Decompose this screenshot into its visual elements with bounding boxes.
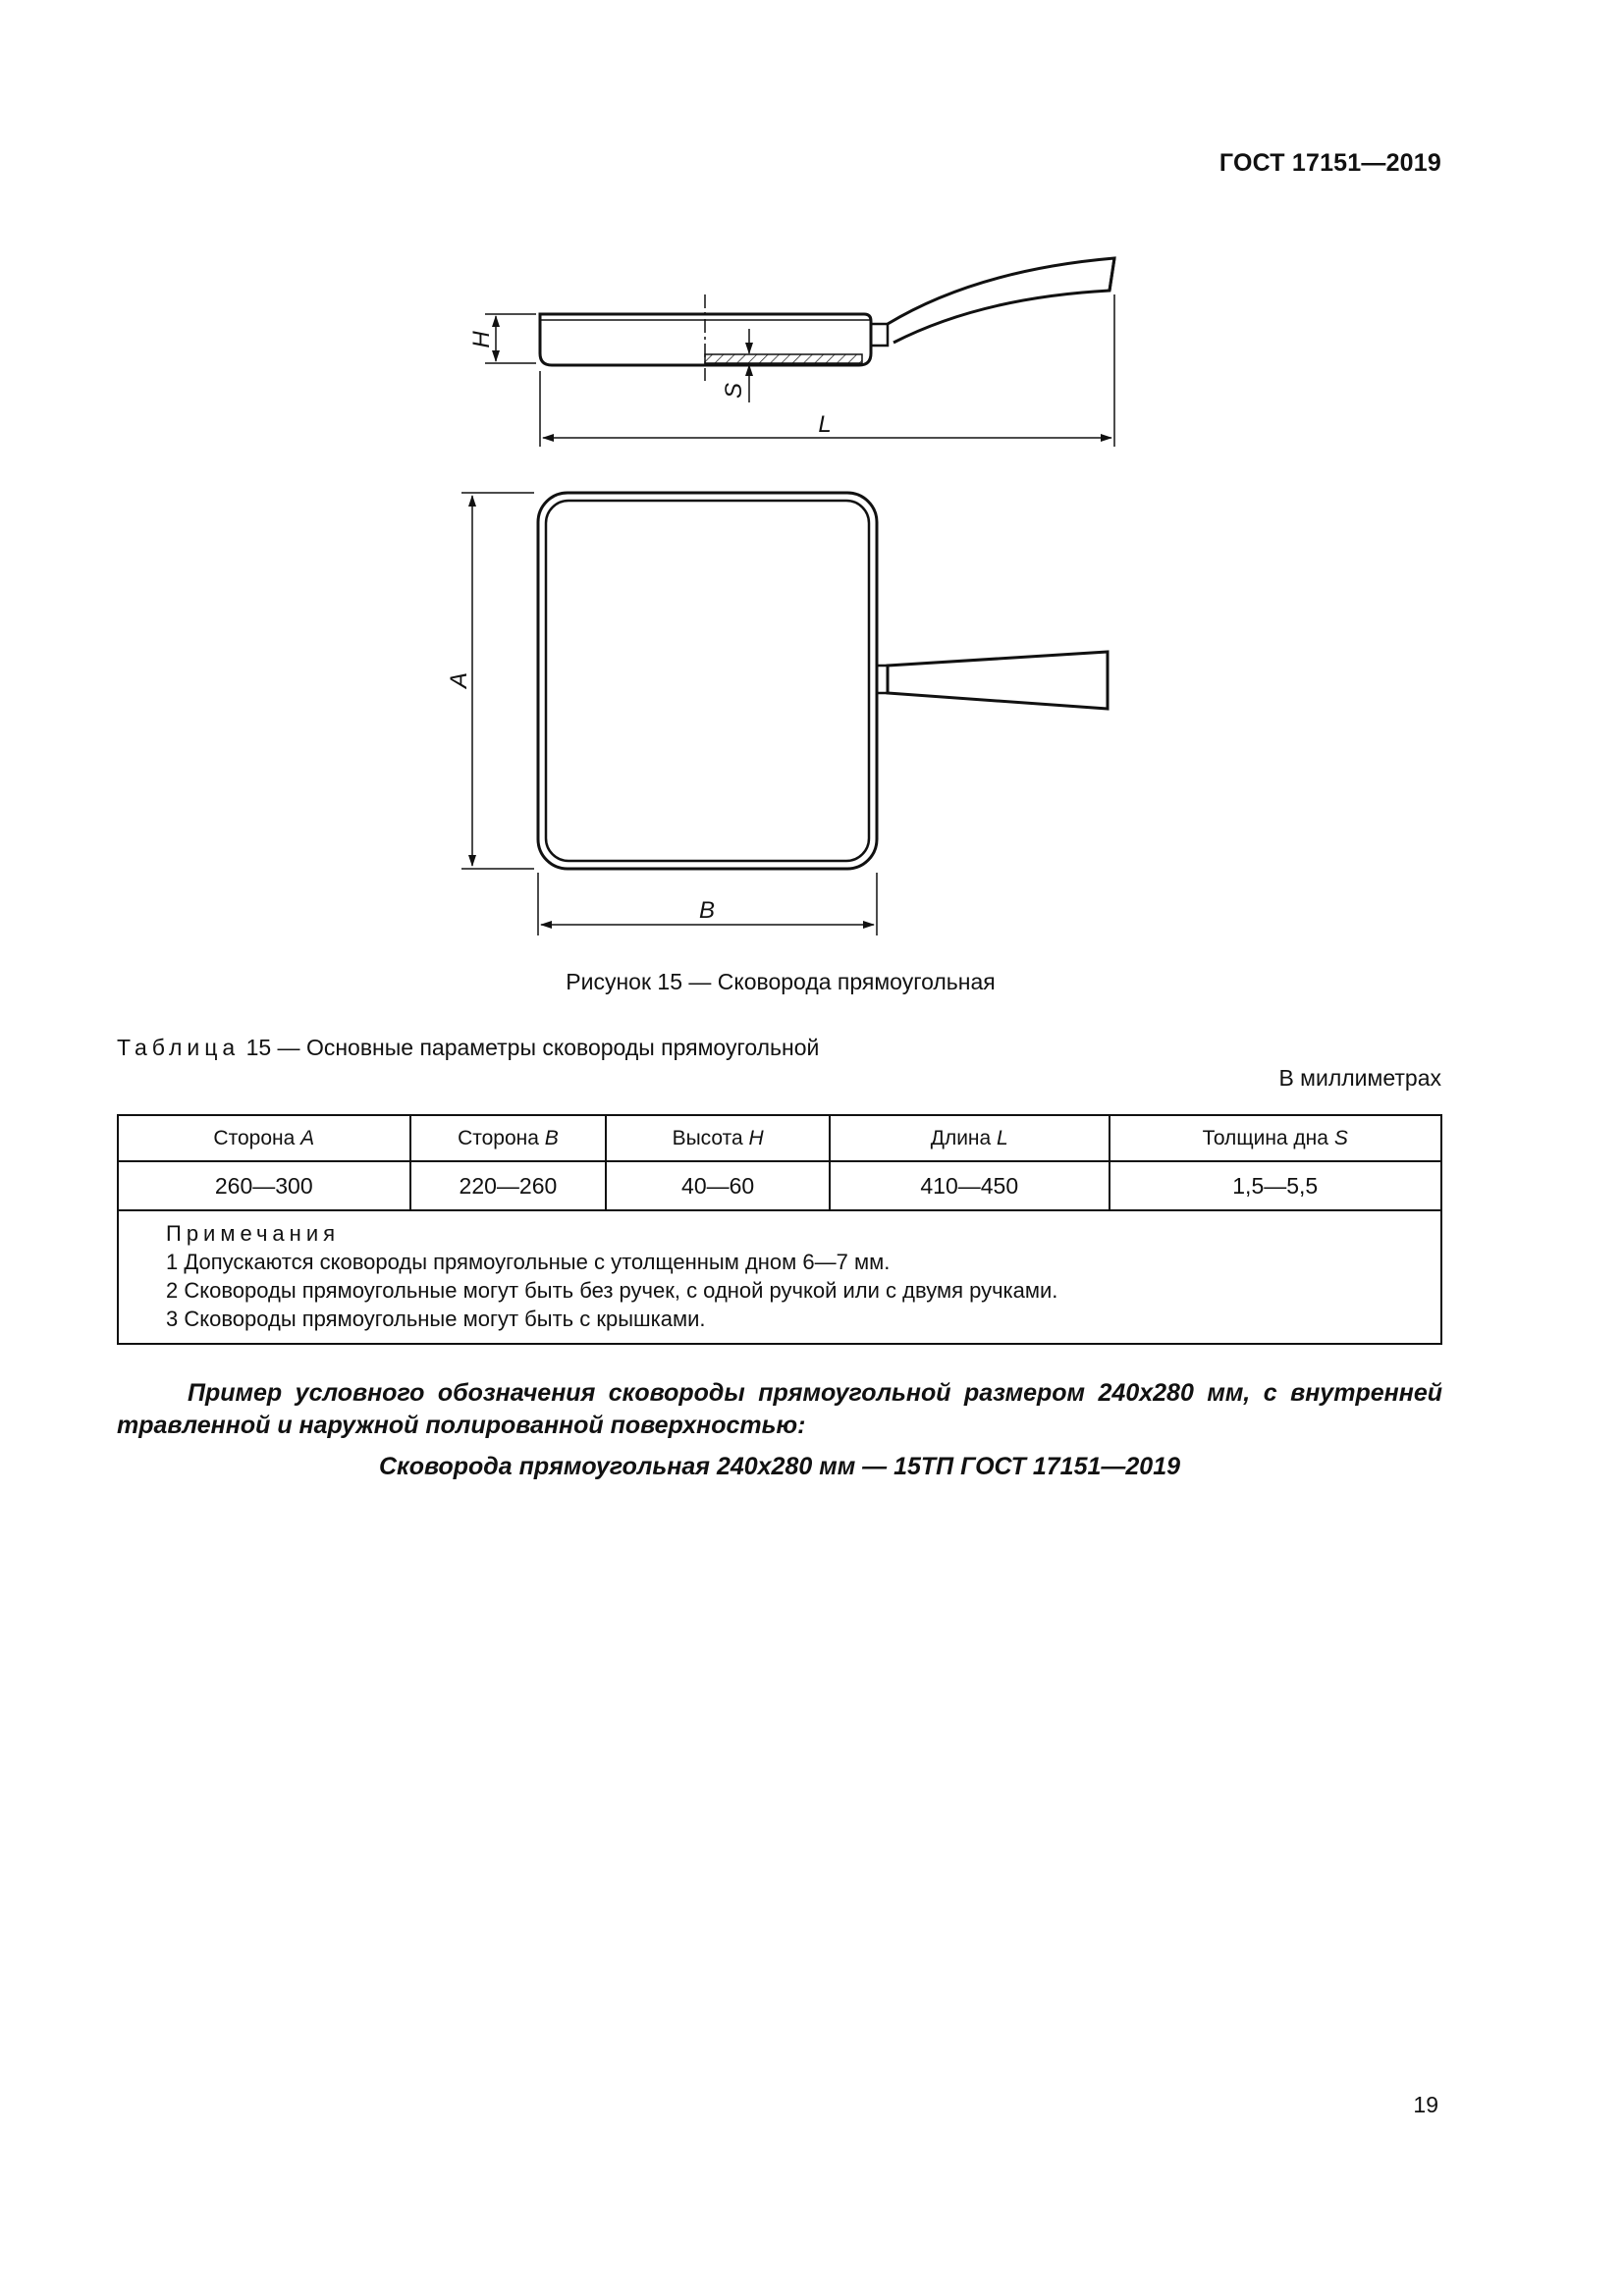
header-height-text: Высота [672, 1126, 749, 1149]
header-height [606, 1115, 830, 1161]
header-side-a-text: Сторона [213, 1126, 301, 1149]
side-view [485, 258, 1114, 447]
cell-side-b: 220—260 [410, 1161, 607, 1210]
standard-code: ГОСТ 17151—2019 [1218, 149, 1441, 177]
header-side-b-var: B [544, 1126, 559, 1149]
figure-caption: Рисунок 15 — Сковорода прямоугольная [566, 969, 996, 994]
table-header-row [118, 1115, 1441, 1161]
header-length-text: Длина [930, 1126, 998, 1149]
table-units: В миллиметрах [1278, 1065, 1441, 1091]
notes-cell [118, 1210, 1441, 1344]
note-item: 1 Допускаются сковороды прямоугольные с утолщенным дном 6—7 мм. [166, 1250, 891, 1274]
parameters-table [117, 1114, 1442, 1345]
table-title-prefix: Таблица [117, 1035, 241, 1060]
pan-drawing [0, 0, 1624, 962]
table-row [118, 1161, 1441, 1210]
cell-side-a: 260—300 [118, 1161, 410, 1210]
page-number: 19 [1413, 2092, 1438, 2117]
header-length [830, 1115, 1110, 1161]
header-height-var: H [748, 1126, 764, 1149]
header-thickness [1110, 1115, 1442, 1161]
cell-height: 40—60 [606, 1161, 830, 1210]
note-item: 2 Сковороды прямоугольные могут быть без ручек, с одной ручкой или с двумя ручками. [166, 1278, 1058, 1303]
top-view [461, 493, 1108, 935]
notes-heading: Примечания [166, 1221, 341, 1246]
dim-label-h: H [468, 331, 495, 348]
designation-example [117, 1377, 1442, 1483]
table-title-text: 15 — Основные параметры сковороды прямоугольной [240, 1035, 820, 1060]
example-designation: Сковорода прямоугольная 240х280 мм — 15ТП ГОСТ 17151—2019 [378, 1453, 1181, 1480]
note-item: 3 Сковороды прямоугольные могут быть с крышками. [166, 1307, 706, 1331]
header-length-var: L [997, 1126, 1008, 1149]
notes-row [118, 1210, 1441, 1344]
example-text: Пример условного обозначения сковороды прямоугольной размером 240х280 мм, с внутренней травленной и наружной полированной поверхностью: [117, 1379, 1442, 1439]
header-side-a-var: A [300, 1126, 315, 1149]
header-side-b-text: Сторона [458, 1126, 545, 1149]
header-thickness-var: S [1333, 1126, 1348, 1149]
header-thickness-text: Толщина дна [1202, 1126, 1334, 1149]
table-title [117, 1035, 819, 1061]
dim-label-l: L [818, 411, 832, 438]
dim-label-a: A [446, 671, 472, 689]
header-side-a [118, 1115, 410, 1161]
header-side-b [410, 1115, 607, 1161]
cell-thickness: 1,5—5,5 [1110, 1161, 1442, 1210]
dim-label-s: S [721, 382, 747, 400]
dim-label-b: B [698, 897, 716, 924]
cell-length: 410—450 [830, 1161, 1110, 1210]
